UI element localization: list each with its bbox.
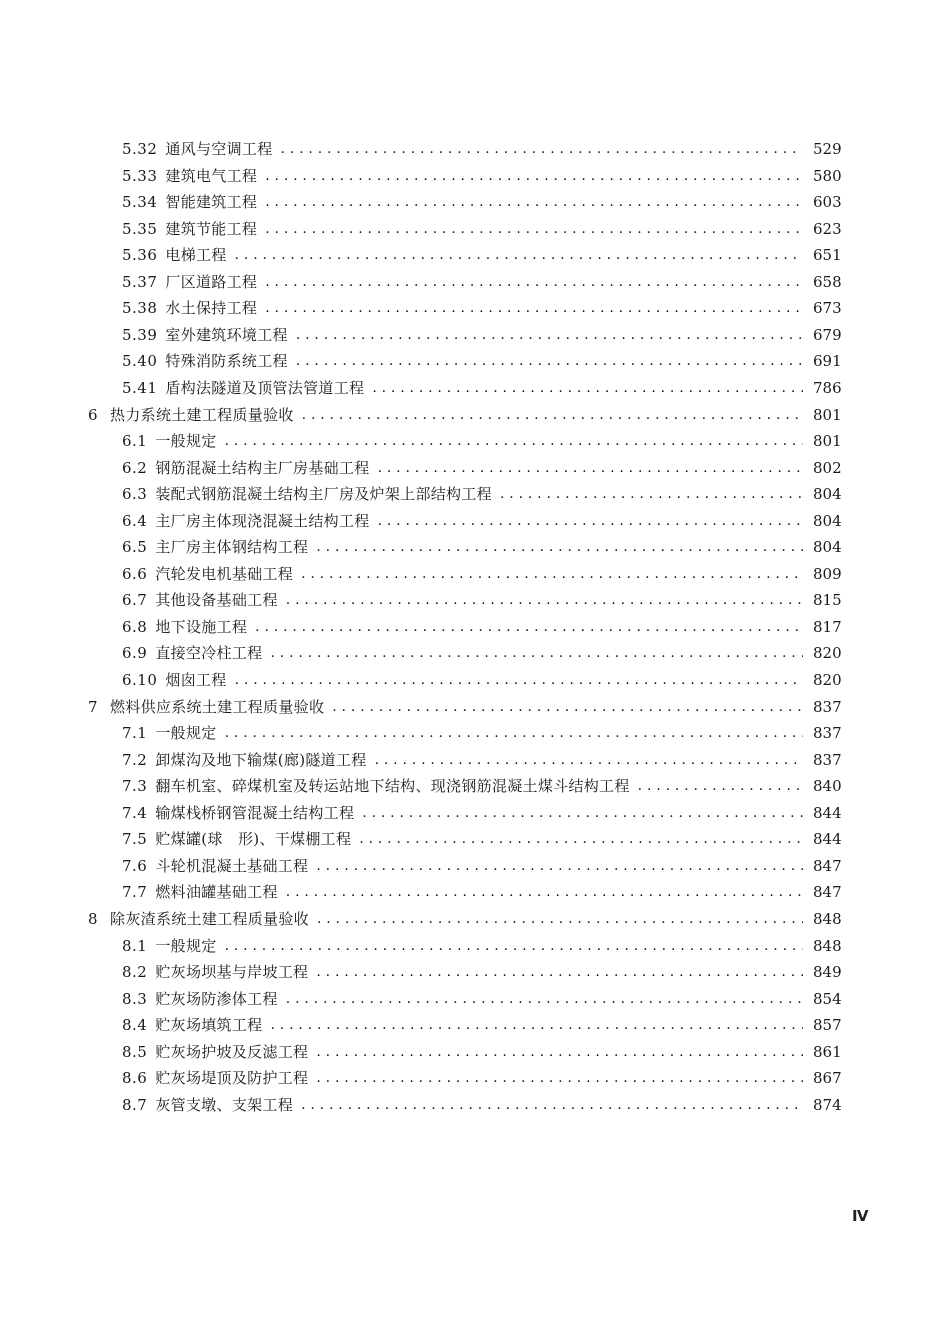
toc-leader-dots [225,934,803,958]
toc-entry-page: 673 [813,299,842,318]
toc-leader-dots [286,588,803,612]
toc-entry-number: 6.10 [122,671,158,689]
toc-entry-number: 6.8 [122,617,148,636]
toc-entry-title: 热力系统土建工程质量验收 [110,405,294,424]
toc-section-entry[interactable] [122,296,842,320]
toc-entry-title: 盾构法隧道及顶管法管道工程 [165,378,365,397]
toc-entry-page: 840 [813,777,842,796]
toc-entry-title: 电梯工程 [165,246,227,265]
toc-entry-page: 837 [813,724,842,743]
toc-entry-page: 844 [813,803,842,822]
toc-entry-page: 786 [813,378,842,397]
toc-leader-dots [378,509,803,533]
toc-entry-title: 燃料供应系统土建工程质量验收 [110,697,325,716]
toc-section-entry[interactable] [122,668,842,692]
toc-entry-page: 848 [813,936,842,955]
toc-entry-title: 汽轮发电机基础工程 [155,564,294,583]
toc-section-entry[interactable] [122,323,842,347]
toc-leader-dots [316,1040,803,1064]
toc-section-entry[interactable] [122,190,842,214]
toc-entry-number: 8.3 [122,989,148,1008]
toc-entry-title: 贮灰场护坡及反滤工程 [155,1042,309,1061]
toc-entry-page: 804 [813,538,842,557]
toc-entry-number: 6.6 [122,564,148,583]
toc-entry-number: 8.5 [122,1042,148,1061]
toc-entry-number: 8 [88,909,99,928]
toc-entry-number: 5.33 [122,166,158,185]
toc-entry-number: 6.9 [122,644,148,663]
toc-section-entry[interactable] [122,243,842,267]
toc-entry-title: 贮灰场堤顶及防护工程 [155,1069,309,1088]
toc-leader-dots [302,403,803,427]
toc-entry-number: 8.1 [122,936,148,955]
toc-entry-title: 特殊消防系统工程 [165,352,288,371]
toc-entry-number: 7.5 [122,830,148,849]
toc-entry-page: 580 [813,166,842,185]
toc-entry-number: 5.39 [122,325,158,344]
toc-leader-dots [301,1093,803,1117]
toc-section-entry[interactable] [122,801,842,825]
toc-leader-dots [225,429,803,453]
toc-section-entry[interactable] [122,137,842,161]
toc-entry-number: 5.34 [122,193,158,212]
toc-entry-page: 867 [813,1069,842,1088]
toc-entry-page: 844 [813,830,842,849]
toc-section-entry[interactable] [122,535,842,559]
toc-leader-dots [235,243,803,267]
toc-leader-dots [362,801,803,825]
toc-entry-title: 其他设备基础工程 [155,591,278,610]
toc-entry-title: 卸煤沟及地下输煤(廊)隧道工程 [155,750,367,769]
toc-entry-title: 烟囱工程 [165,671,227,689]
toc-entry-title: 建筑电气工程 [165,166,258,185]
toc-section-entry[interactable] [122,376,842,400]
toc-entry-page: 804 [813,511,842,530]
toc-section-entry[interactable] [122,217,842,241]
toc-section-entry[interactable] [122,482,842,506]
toc-section-entry[interactable] [122,1040,842,1064]
toc-entry-number: 7.7 [122,883,148,902]
toc-entry-title: 装配式钢筋混凝土结构主厂房及炉架上部结构工程 [155,485,492,504]
toc-entry-number: 6.1 [122,432,148,451]
toc-entry-number: 5.40 [122,352,158,371]
toc-section-entry[interactable] [122,854,842,878]
toc-section-entry[interactable] [122,748,842,772]
toc-entry-number: 7.1 [122,724,148,743]
page-folio: Ⅳ [852,1207,869,1225]
toc-entry-page: 847 [813,883,842,902]
toc-entry-title: 除灰渣系统土建工程质量验收 [110,909,309,928]
toc-entry-title: 贮灰场防渗体工程 [155,989,278,1008]
toc-entry-page: 837 [813,750,842,769]
toc-entry-page: 679 [813,325,842,344]
toc-entry-title: 水土保持工程 [165,299,258,318]
toc-entry-number: 8.4 [122,1016,148,1035]
toc-entry-title: 燃料油罐基础工程 [155,883,278,902]
toc-entry-title: 灰管支墩、支架工程 [155,1095,294,1114]
toc-entry-title: 贮灰场坝基与岸坡工程 [155,963,309,982]
toc-entry-number: 5.35 [122,219,158,238]
toc-section-entry[interactable] [122,270,842,294]
toc-entry-title: 钢筋混凝土结构主厂房基础工程 [155,458,370,477]
toc-entry-title: 厂区道路工程 [165,272,258,291]
toc-entry-page: 804 [813,485,842,504]
toc-entry-page: 603 [813,193,842,212]
toc-entry-title: 输煤栈桥钢管混凝土结构工程 [155,803,355,822]
toc-section-entry[interactable] [122,429,842,453]
toc-entry-page: 658 [813,272,842,291]
toc-entry-number: 6.2 [122,458,148,477]
toc-leader-dots [265,270,803,294]
toc-leader-dots [265,217,803,241]
toc-leader-dots [270,641,803,665]
toc-section-entry[interactable] [122,456,842,480]
toc-entry-number: 5.37 [122,272,158,291]
toc-entry-page: 623 [813,219,842,238]
toc-leader-dots [286,880,803,904]
toc-entry-title: 主厂房主体现浇混凝土结构工程 [155,511,370,530]
toc-section-entry[interactable] [122,509,842,533]
toc-leader-dots [378,456,803,480]
toc-chapter-entry[interactable] [88,403,842,427]
toc-leader-dots [255,615,803,639]
toc-chapter-entry[interactable] [88,907,842,931]
toc-entry-page: 817 [813,617,842,636]
toc-leader-dots [638,774,803,798]
toc-entry-page: 802 [813,458,842,477]
toc-entry-title: 一般规定 [155,936,217,955]
toc-entry-number: 7.2 [122,750,148,769]
toc-leader-dots [301,562,803,586]
toc-section-entry[interactable] [122,641,842,665]
toc-entry-number: 6.4 [122,511,148,530]
toc-entry-page: 820 [813,644,842,663]
toc-entry-page: 874 [813,1095,842,1114]
toc-section-entry[interactable] [122,934,842,958]
toc-entry-title: 一般规定 [155,724,217,743]
toc-section-entry[interactable] [122,960,842,984]
toc-entry-number: 5.36 [122,246,158,265]
toc-section-entry[interactable] [122,827,842,851]
toc-section-entry[interactable] [122,721,842,745]
toc-entry-number: 7.4 [122,803,148,822]
toc-section-entry[interactable] [122,1013,842,1037]
toc-entry-title: 建筑节能工程 [165,219,258,238]
toc-entry-page: 849 [813,963,842,982]
toc-entry-page: 815 [813,591,842,610]
toc-leader-dots [296,323,803,347]
toc-leader-dots [375,748,803,772]
toc-leader-dots [286,987,803,1011]
toc-entry-page: 854 [813,989,842,1008]
toc-entry-page: 847 [813,856,842,875]
toc-entry-number: 7.3 [122,777,148,796]
toc-entry-number: 6.7 [122,591,148,610]
toc-entry-number: 5.41 [122,378,158,397]
toc-entry-title: 翻车机室、碎煤机室及转运站地下结构、现浇钢筋混凝土煤斗结构工程 [155,777,630,796]
toc-entry-title: 主厂房主体钢结构工程 [155,538,309,557]
toc-entry-page: 848 [813,909,842,928]
toc-section-entry[interactable] [122,562,842,586]
toc-entry-page: 837 [813,697,842,716]
toc-entry-page: 529 [813,140,842,158]
toc-section-entry[interactable] [122,987,842,1011]
toc-entry-number: 8.6 [122,1069,148,1088]
toc-entry-number: 6 [88,405,99,424]
toc-entry-page: 861 [813,1042,842,1061]
toc-entry-title: 通风与空调工程 [165,140,273,158]
toc-section-entry[interactable] [122,349,842,373]
toc-section-entry[interactable] [122,615,842,639]
toc-entry-number: 7 [88,697,99,716]
toc-entry-number: 7.6 [122,856,148,875]
toc-entry-number: 8.7 [122,1095,148,1114]
toc-entry-title: 直接空冷柱工程 [155,644,263,663]
toc-entry-title: 一般规定 [155,432,217,451]
toc-leader-dots [316,1066,803,1090]
toc-entry-number: 6.3 [122,485,148,504]
toc-section-entry[interactable] [122,164,842,188]
toc-leader-dots [296,349,803,373]
toc-leader-dots [359,827,803,851]
toc-entry-page: 801 [813,432,842,451]
toc-entry-page: 809 [813,564,842,583]
toc-entry-number: 5.32 [122,140,158,158]
toc-leader-dots [265,296,803,320]
toc-leader-dots [265,190,803,214]
toc-leader-dots [265,164,803,188]
toc-leader-dots [281,137,803,161]
toc-chapter-entry[interactable] [88,695,842,719]
toc-entry-title: 贮煤罐(球 形)、干煤棚工程 [155,830,352,849]
toc-entry-title: 室外建筑环境工程 [165,325,288,344]
toc-leader-dots [235,668,803,692]
toc-leader-dots [316,854,803,878]
toc-entry-number: 6.5 [122,538,148,557]
toc-entry-page: 857 [813,1016,842,1035]
toc-entry-title: 地下设施工程 [155,617,248,636]
toc-leader-dots [500,482,803,506]
toc-entry-page: 691 [813,352,842,371]
toc-leader-dots [225,721,803,745]
toc-entry-title: 斗轮机混凝土基础工程 [155,856,309,875]
toc-entry-title: 智能建筑工程 [165,193,258,212]
toc-leader-dots [372,376,803,400]
toc-leader-dots [316,960,803,984]
toc-leader-dots [270,1013,803,1037]
toc-leader-dots [316,535,803,559]
toc-section-entry[interactable] [122,588,842,612]
toc-section-entry[interactable] [122,1066,842,1090]
toc-entry-page: 801 [813,405,842,424]
toc-entry-title: 贮灰场填筑工程 [155,1016,263,1035]
toc-section-entry[interactable] [122,880,842,904]
toc-entry-page: 820 [813,671,842,689]
toc-entry-number: 5.38 [122,299,158,318]
toc-entry-page: 651 [813,246,842,265]
toc-entry-number: 8.2 [122,963,148,982]
toc-leader-dots [317,907,803,931]
toc-section-entry[interactable] [122,774,842,798]
toc-section-entry[interactable] [122,1093,842,1117]
toc-leader-dots [332,695,803,719]
